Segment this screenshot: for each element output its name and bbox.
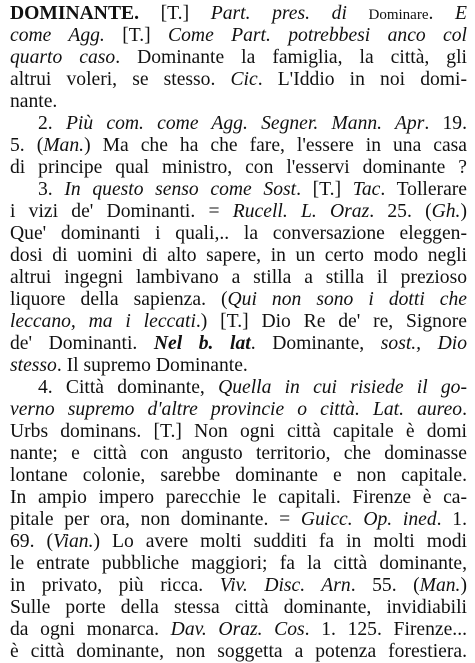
text-line — [10, 223, 467, 245]
text-segment: pitale per ora, non dominante. = — [10, 509, 301, 530]
text-segment: Dav. Oraz. Cos — [170, 619, 305, 640]
text-segment: Vian. — [53, 531, 94, 552]
text-segment: Dominare — [368, 7, 429, 23]
text-line — [10, 47, 467, 69]
text-line — [10, 179, 467, 201]
text-segment: 3. — [38, 179, 65, 200]
text-segment: Man. — [419, 575, 461, 596]
text-line — [10, 399, 467, 421]
text-segment: 2. — [38, 113, 66, 134]
text-line — [10, 509, 467, 531]
text-segment: verno supremo d'altre provincie o città. Lat. aureo — [10, 399, 463, 420]
text-segment: . [T.] — [296, 179, 353, 200]
text-segment: quarto caso — [10, 47, 116, 68]
text-segment: ) Lo avere molti sudditi fa in molti modi — [93, 531, 467, 552]
text-segment: . Tollerare — [380, 179, 467, 200]
text-segment: E — [455, 3, 467, 24]
text-segment: in privato, più ricca. — [10, 575, 220, 596]
text-line — [10, 267, 467, 289]
text-segment: Rucell. L. Oraz — [232, 201, 370, 222]
text-line — [10, 575, 467, 597]
text-segment: 5. ( — [10, 135, 44, 156]
text-line — [10, 289, 467, 311]
text-line — [10, 641, 467, 663]
text-segment: . — [428, 3, 456, 24]
text-segment: . 55. ( — [350, 575, 420, 596]
text-segment: Più com. come Agg. Segner. Mann. Apr — [65, 113, 425, 134]
text-segment: sost., Dio — [380, 333, 467, 354]
text-line — [10, 3, 467, 25]
text-line — [10, 597, 467, 619]
text-line — [10, 157, 467, 179]
text-segment: liquore della sapienza. ( — [10, 289, 228, 310]
text-line — [10, 201, 467, 223]
text-line — [10, 113, 467, 135]
text-segment: . 25. ( — [369, 201, 432, 222]
text-segment: Come Part. potrebbesi anco col — [168, 25, 467, 46]
text-segment: Urbs dominans. [T.] Non ogni città capitale è domi — [10, 421, 467, 442]
text-segment: 4. Città dominante, — [38, 377, 219, 398]
text-segment: lontane colonie, sarebbe dominante e non capitale. — [10, 465, 467, 486]
text-segment: Tac — [352, 179, 381, 200]
text-segment: [T.] — [139, 3, 211, 24]
text-segment: Man. — [43, 135, 85, 156]
text-segment: altrui ingegni lambivano a stilla a stilla il prezioso — [10, 267, 467, 288]
text-segment: i vizi de' Dominanti. = — [10, 201, 233, 222]
text-line — [10, 135, 467, 157]
text-segment: . Dominante, — [250, 333, 381, 354]
text-segment: Gh. — [431, 201, 461, 222]
text-segment: ) Ma che ha che fare, l'essere in una casa — [84, 135, 467, 156]
text-segment: Nel b. lat — [153, 333, 251, 354]
text-segment: DOMINANTE. — [10, 3, 139, 24]
text-line — [10, 245, 467, 267]
text-segment: è città dominante, non soggetta a potenza forestiera. — [10, 641, 467, 662]
text-segment: Part. pres. di — [210, 3, 369, 24]
text-segment: leccano, ma i leccati — [10, 311, 196, 332]
text-segment: . 19. — [424, 113, 467, 134]
text-segment: da ogni monarca. — [10, 619, 171, 640]
text-segment: 69. ( — [10, 531, 54, 552]
text-segment: come Agg. — [10, 25, 105, 46]
text-line — [10, 487, 467, 509]
text-segment: ) — [460, 575, 467, 596]
text-segment: . Il supremo Dominante. — [56, 355, 248, 376]
text-segment: nante; e città con angusto territorio, che dominasse — [10, 443, 467, 464]
text-line — [10, 421, 467, 443]
text-segment: Guicc. Op. ined — [300, 509, 437, 530]
text-line — [10, 25, 467, 47]
text-segment: dosi di uomini di alto sapere, in un certo modo negli — [10, 245, 467, 266]
text-segment: . 1. 125. Firenze... — [304, 619, 467, 640]
text-segment: Cic — [230, 69, 258, 90]
text-segment: In ampio impero parecchie le capitali. Firenze è ca- — [10, 487, 467, 508]
text-line — [10, 311, 467, 333]
text-segment: In questo senso come Sost — [64, 179, 297, 200]
text-segment: stesso — [10, 355, 57, 376]
text-line — [10, 355, 467, 377]
text-line — [10, 69, 467, 91]
text-line — [10, 531, 467, 553]
text-segment: le entrate pubbliche maggiori; fa la città dominante, — [10, 553, 467, 574]
text-segment: . Dominante la famiglia, la città, gli — [115, 47, 467, 68]
text-segment: . — [462, 399, 467, 420]
text-segment: nante. — [10, 91, 58, 112]
text-segment: [T.] — [104, 25, 169, 46]
text-line — [10, 553, 467, 575]
text-segment: Qui non sono i dotti che — [227, 289, 467, 310]
text-segment: Viv. Disc. Arn — [219, 575, 351, 596]
text-segment: . L'Iddio in noi domi- — [257, 69, 467, 90]
text-segment: . 1. — [436, 509, 467, 530]
text-line — [10, 443, 467, 465]
text-segment: altrui voleri, se stesso. — [10, 69, 231, 90]
text-line — [10, 91, 467, 113]
text-segment: de' Dominanti. — [10, 333, 154, 354]
text-segment: .) [T.] Dio Re de' re, Signore — [195, 311, 467, 332]
text-segment: ) — [460, 201, 467, 222]
text-line — [10, 377, 467, 399]
text-segment: Que' dominanti i quali,.. la conversazione eleggen- — [10, 223, 467, 244]
text-segment: Quella in cui risiede il go- — [218, 377, 467, 398]
text-line — [10, 333, 467, 355]
text-segment: di principe qual ministro, con l'esservi dominante ? — [10, 157, 467, 178]
text-line — [10, 619, 467, 641]
text-line — [10, 465, 467, 487]
text-segment: Sulle porte della stessa città dominante, invidiabili — [10, 597, 467, 618]
